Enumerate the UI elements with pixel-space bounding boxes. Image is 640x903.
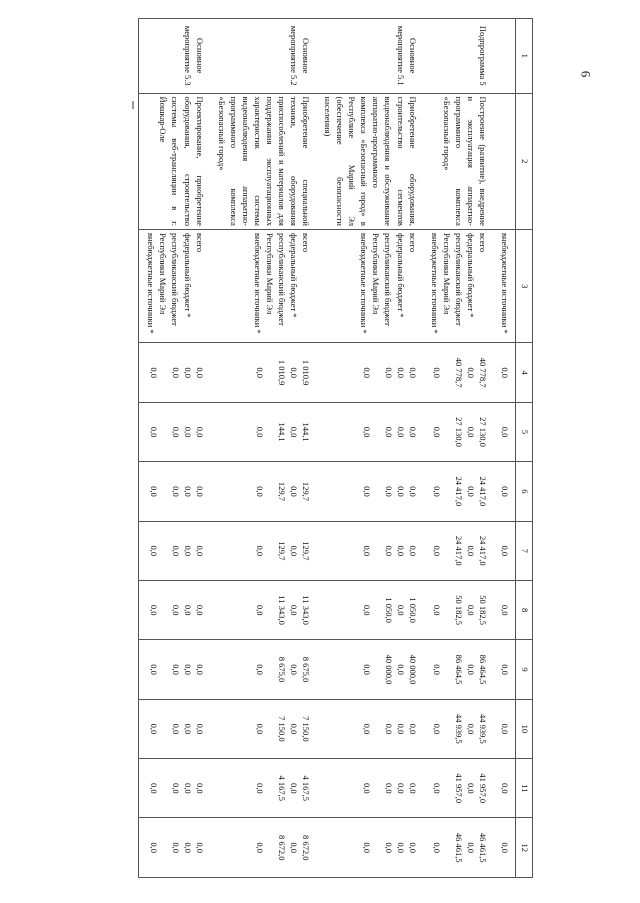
funding-source: республиканский бюджет Республики Марий Эл (158, 232, 181, 326)
page-number: 6 (578, 70, 594, 78)
value: 0,0 (395, 782, 406, 794)
header-cell: 1 (516, 19, 533, 94)
value: 0,0 (148, 782, 159, 794)
value: 0,0 (289, 842, 300, 854)
value: 8 675,0 (277, 656, 288, 683)
value: 0,0 (431, 545, 442, 557)
value: 0,0 (361, 545, 372, 557)
value: 1 050,0 (383, 597, 394, 623)
value-cell (316, 343, 423, 402)
value-cell (316, 759, 423, 818)
value-cell (210, 818, 317, 878)
value-cell: 0,0 (493, 699, 516, 758)
value-cell: 0,0 (493, 640, 516, 699)
value: 0,0 (255, 486, 266, 497)
value: 0,0 (361, 426, 372, 438)
value: 0,0 (194, 545, 205, 557)
value: 0,0 (255, 664, 266, 675)
funding-table (138, 18, 533, 878)
value-cell (210, 580, 317, 639)
value: 0,0 (182, 664, 193, 675)
value: 46 461,5 (453, 832, 464, 863)
value: 0,0 (431, 664, 442, 675)
value: 41 957,0 (453, 773, 464, 804)
value: 0,0 (383, 486, 394, 497)
value: 50 182,5 (477, 595, 488, 626)
value: 0,0 (465, 367, 476, 378)
table-row (139, 19, 210, 878)
header-cell: 4 (516, 343, 533, 402)
value: 11 343,0 (277, 595, 288, 625)
value: 11 343,0 (301, 595, 312, 625)
value: 0,0 (182, 723, 193, 735)
header-cell: 3 (516, 229, 533, 343)
value: 0,0 (255, 604, 266, 616)
value: 0,0 (289, 426, 300, 438)
value: 86 464,5 (453, 654, 464, 685)
funding-source: федеральный бюджет * (395, 232, 406, 318)
value: 0,0 (255, 723, 266, 735)
value: 0,0 (182, 604, 193, 616)
value-cell (139, 343, 210, 402)
value-cell (139, 759, 210, 818)
value: 0,0 (182, 367, 193, 378)
value: 0,0 (194, 426, 205, 438)
value: 0,0 (465, 723, 476, 735)
value: 0,0 (383, 367, 394, 378)
value: 0,0 (465, 604, 476, 616)
sources-cell (210, 229, 317, 343)
value-cell (139, 521, 210, 580)
value-cell: 0,0 (493, 343, 516, 402)
sources-cell (423, 229, 493, 343)
value: 0,0 (170, 604, 181, 616)
name-cell: Построение (развитие), внедрение и эксплуатация аппаратно-программного комплекса «Безопасный город» (423, 93, 493, 229)
funding-source: внебюджетные источники * (252, 232, 263, 334)
value-cell (210, 343, 317, 402)
value: 0,0 (395, 545, 406, 557)
value: 144,1 (301, 422, 312, 442)
value-cell (423, 402, 493, 461)
value: 0,0 (289, 723, 300, 735)
value: 0,0 (407, 842, 418, 854)
value-cell (423, 580, 493, 639)
value: 0,0 (361, 842, 372, 854)
value: 86 464,5 (477, 654, 488, 685)
value-cell (139, 580, 210, 639)
value: 0,0 (194, 486, 205, 497)
funding-source: федеральный бюджет * (465, 232, 476, 318)
funding-source: всего (407, 232, 418, 253)
funding-source: федеральный бюджет * (289, 232, 300, 318)
value: 40 000,0 (383, 654, 394, 685)
value: 0,0 (407, 367, 418, 378)
code-cell: Подпрограмма 5 (423, 19, 493, 94)
value: 1 010,9 (301, 359, 312, 386)
value-cell: 0,0 (493, 818, 516, 878)
funding-source: федеральный бюджет * (182, 232, 193, 318)
value: 0,0 (395, 426, 406, 438)
funding-source: республиканский бюджет Республики Марий Эл (264, 232, 287, 326)
value: 0,0 (182, 545, 193, 557)
code-cell (493, 19, 516, 94)
code-cell: Основное мероприятие 5.2 (210, 19, 317, 94)
funding-source: внебюджетные источники * (429, 232, 440, 334)
value-cell (423, 759, 493, 818)
name-cell (493, 93, 516, 229)
value: 8 675,0 (301, 656, 312, 683)
name-cell: Проектирование, приобретение оборудования, строительство системы веб-трансляции в г. Йошкар-Оле (139, 93, 210, 229)
value: 0,0 (170, 782, 181, 794)
value: 0,0 (148, 842, 159, 854)
value-cell: 0,0 (493, 402, 516, 461)
value: 0,0 (465, 545, 476, 557)
value-cell (316, 818, 423, 878)
name-cell: Приобретение специальной техники, оборудования приспособлений и материалов для поддержания эксплуатационных характеристик системы видеонаблюдения аппаратно-программного комплекса «Безопасный город» (210, 93, 317, 229)
value: 4 167,5 (301, 775, 312, 802)
value: 0,0 (148, 367, 159, 378)
value: 0,0 (383, 723, 394, 735)
funding-source: республиканский бюджет Республики Марий Эл (371, 232, 394, 326)
value: 0,0 (182, 782, 193, 794)
code-cell: Основное мероприятие 5.3 (139, 19, 210, 94)
value: 0,0 (361, 367, 372, 378)
value: 129,7 (277, 541, 288, 561)
code-cell: Основное мероприятие 5.1 (316, 19, 423, 94)
header-cell: 12 (516, 818, 533, 878)
value: 0,0 (383, 782, 394, 794)
value: 0,0 (170, 486, 181, 497)
header-cell: 10 (516, 699, 533, 758)
value: 50 182,5 (453, 595, 464, 626)
value: 7 150,0 (301, 716, 312, 742)
value: 0,0 (255, 545, 266, 557)
value-cell (316, 462, 423, 521)
rotated-table-wrapper (113, 18, 533, 878)
value-cell (210, 462, 317, 521)
value: 0,0 (465, 782, 476, 794)
value: 27 130,0 (477, 417, 488, 447)
funding-source: внебюджетные источники * (359, 232, 370, 334)
value: 0,0 (182, 842, 193, 854)
value: 40 778,7 (453, 357, 464, 388)
value-cell (139, 462, 210, 521)
sources-cell (316, 229, 423, 343)
value: 144,1 (277, 422, 288, 442)
value-cell: 0,0 (493, 521, 516, 580)
value: 0,0 (170, 367, 181, 378)
value: 0,0 (431, 782, 442, 794)
value: 0,0 (465, 664, 476, 675)
value-cell (423, 818, 493, 878)
value-cell (210, 402, 317, 461)
header-cell: 7 (516, 521, 533, 580)
value: 0,0 (383, 426, 394, 438)
value: 0,0 (395, 842, 406, 854)
table-row (210, 19, 317, 878)
value: 0,0 (148, 723, 159, 735)
table-row (316, 19, 423, 878)
value: 0,0 (194, 723, 205, 735)
value: 0,0 (182, 426, 193, 438)
funding-source: внебюджетные источники * (146, 232, 157, 334)
funding-source: всего (477, 232, 488, 253)
value: 0,0 (194, 782, 205, 794)
value: 0,0 (465, 426, 476, 438)
value: 0,0 (431, 723, 442, 735)
header-cell: 9 (516, 640, 533, 699)
value: 0,0 (465, 842, 476, 854)
value: 24 417,0 (477, 535, 488, 566)
value-cell (210, 640, 317, 699)
value: 0,0 (361, 486, 372, 497)
value: 46 461,5 (477, 832, 488, 863)
value: 0,0 (289, 367, 300, 378)
value: 0,0 (361, 604, 372, 616)
value: 0,0 (431, 486, 442, 497)
value-cell (139, 402, 210, 461)
value-cell (210, 699, 317, 758)
value: 0,0 (395, 486, 406, 497)
header-cell: 6 (516, 462, 533, 521)
value: 4 167,5 (277, 775, 288, 802)
value-cell (316, 580, 423, 639)
value: 0,0 (407, 782, 418, 794)
value: 0,0 (148, 545, 159, 557)
value: 0,0 (194, 842, 205, 854)
table-row (423, 19, 493, 878)
value: 7 150,0 (277, 716, 288, 742)
value-cell (423, 699, 493, 758)
header-cell: 5 (516, 402, 533, 461)
value: 0,0 (182, 486, 193, 497)
value: 0,0 (407, 426, 418, 438)
value-cell: 0,0 (493, 580, 516, 639)
value: 8 672,0 (277, 834, 288, 861)
value: 0,0 (255, 367, 266, 378)
funding-source: республиканский бюджет Республики Марий Эл (441, 232, 464, 326)
value: 0,0 (148, 426, 159, 438)
value: 0,0 (289, 486, 300, 497)
value: 41 957,0 (477, 773, 488, 804)
value: 0,0 (194, 604, 205, 616)
value-cell (423, 343, 493, 402)
value: 0,0 (148, 604, 159, 616)
value: 0,0 (361, 782, 372, 794)
name-cell: Приобретение оборудования, строительство сегментов видеонаблюдения и обслуживание аппаратно-программного комплекса «Безопасный город» в Республике Марий Эл (обеспечение безопасности населения) (316, 93, 423, 229)
value: 27 130,0 (453, 417, 464, 447)
value: 40 000,0 (407, 654, 418, 685)
value-cell (423, 462, 493, 521)
value-cell (316, 640, 423, 699)
value-cell (139, 699, 210, 758)
sources-cell (139, 229, 210, 343)
value: 0,0 (431, 604, 442, 616)
value: 0,0 (255, 782, 266, 794)
value: 0,0 (395, 367, 406, 378)
value: 8 672,0 (301, 834, 312, 861)
value: 0,0 (148, 664, 159, 675)
value: 0,0 (431, 426, 442, 438)
value-cell (316, 699, 423, 758)
value-cell: 0,0 (493, 462, 516, 521)
value: 0,0 (395, 723, 406, 735)
value: 0,0 (255, 842, 266, 854)
value: 24 417,0 (477, 476, 488, 507)
value-cell (316, 521, 423, 580)
value: 0,0 (431, 842, 442, 854)
value: 0,0 (170, 426, 181, 438)
value-cell: 0,0 (493, 759, 516, 818)
value: 0,0 (383, 842, 394, 854)
value-cell (210, 521, 317, 580)
value: 0,0 (170, 664, 181, 675)
value: 0,0 (431, 367, 442, 378)
header-cell: 8 (516, 580, 533, 639)
value-cell (139, 640, 210, 699)
value: 0,0 (465, 486, 476, 497)
source-cell: внебюджетные источники * (493, 229, 516, 343)
value-cell (210, 759, 317, 818)
value: 0,0 (255, 426, 266, 438)
value: 40 778,7 (477, 357, 488, 388)
value: 0,0 (395, 604, 406, 616)
value: 0,0 (170, 723, 181, 735)
value-cell (423, 640, 493, 699)
value: 0,0 (407, 486, 418, 497)
value-cell (139, 818, 210, 878)
value: 0,0 (289, 664, 300, 675)
header-row (516, 19, 533, 878)
continuation-row (493, 19, 516, 878)
value: 0,0 (407, 723, 418, 735)
value-cell (423, 521, 493, 580)
value: 24 417,0 (453, 535, 464, 566)
value: 0,0 (395, 664, 406, 675)
value: 1 050,0 (407, 597, 418, 623)
value: 0,0 (289, 545, 300, 557)
header-cell: 2 (516, 93, 533, 229)
value: 0,0 (361, 723, 372, 735)
value: 129,7 (301, 481, 312, 501)
value: 129,7 (277, 481, 288, 501)
value: 0,0 (194, 664, 205, 675)
value: 0,0 (194, 367, 205, 378)
value: 44 939,5 (453, 714, 464, 744)
value: 44 939,5 (477, 714, 488, 744)
value: 0,0 (383, 545, 394, 557)
header-cell: 11 (516, 759, 533, 818)
value: 0,0 (148, 486, 159, 497)
value: 0,0 (170, 545, 181, 557)
value-cell (316, 402, 423, 461)
value: 0,0 (361, 664, 372, 675)
value: 0,0 (170, 842, 181, 854)
funding-source: всего (194, 232, 205, 253)
value: 24 417,0 (453, 476, 464, 507)
value: 129,7 (301, 541, 312, 561)
value: 0,0 (289, 604, 300, 616)
value: 0,0 (289, 782, 300, 794)
value: 1 010,9 (277, 359, 288, 386)
funding-source: всего (301, 232, 312, 253)
value: 0,0 (407, 545, 418, 557)
